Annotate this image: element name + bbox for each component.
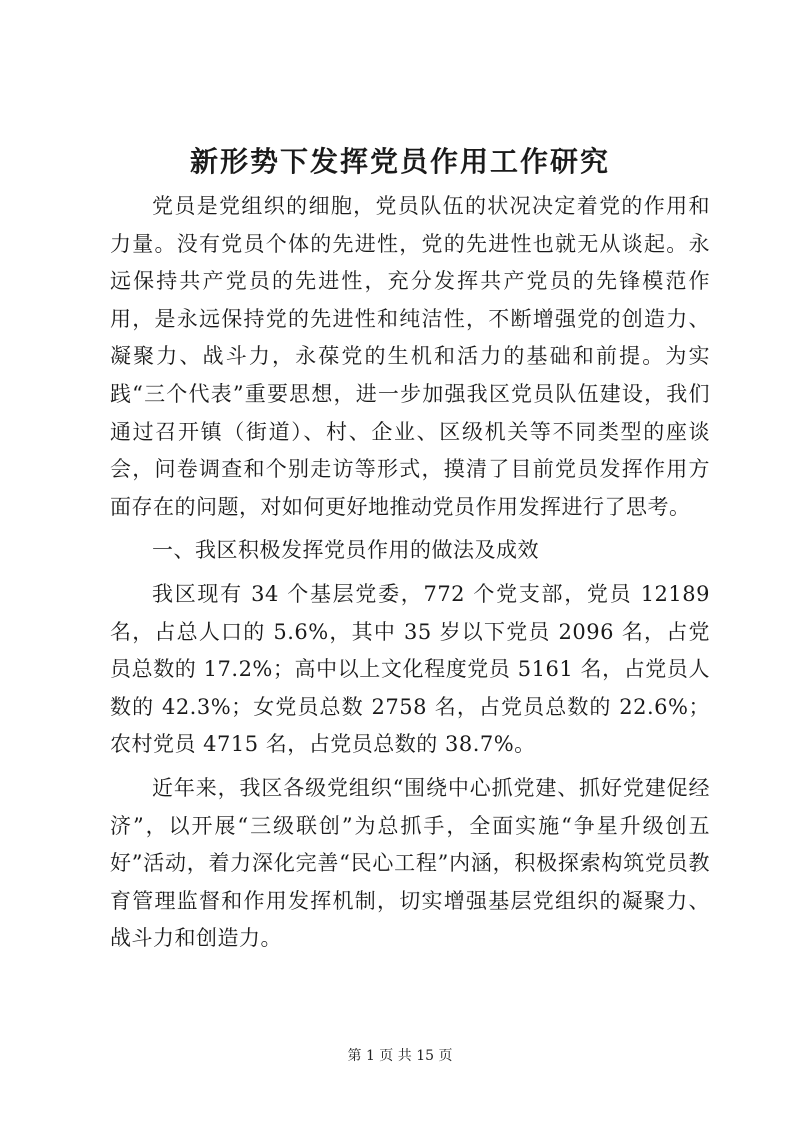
document-body: [110, 188, 710, 958]
measures-paragraph: 近年来，我区各级党组织“围绕中心抓党建、抓好党建促经济”，以开展“三级联创”为总抓手，全面实施“争星升级创五好”活动，着力深化完善“民心工程”内涵，积极探索构筑党员教育管理监督和作用发挥机制，切实增强基层党组织的凝聚力、战斗力和创造力。: [110, 775, 710, 951]
statistics-paragraph: 我区现有 34 个基层党委，772 个党支部，党员 12189 名，占总人口的 5.6%，其中 35 岁以下党员 2096 名，占党员总数的 17.2%；高中以上文化程度党员 5161 名，占党员人数的 42.3%；女党员总数 2758 名，占党员总数的 22.6%；农村党员 4715 名，占党员总数的 38.7%。: [110, 581, 710, 757]
section-heading: 一、我区积极发挥党员作用的做法及成效: [152, 538, 539, 563]
intro-paragraph: 党员是党组织的细胞，党员队伍的状况决定着党的作用和力量。没有党员个体的先进性，党的先进性也就无从谈起。永远保持共产党员的先进性，充分发挥共产党员的先锋模范作用，是永远保持党的先进性和纯洁性，不断增强党的创造力、凝聚力、战斗力，永葆党的生机和活力的基础和前提。为实践“三个代表”重要思想，进一步加强我区党员队伍建设，我们通过召开镇（街道）、村、企业、区级机关等不同类型的座谈会，问卷调查和个别走访等形式，摸清了目前党员发挥作用方面存在的问题，对如何更好地推动党员作用发挥进行了思考。: [110, 194, 710, 519]
page-number: 第 1 页 共 15 页: [347, 1048, 453, 1064]
page-title: 新形势下发挥党员作用工作研究: [189, 145, 610, 178]
